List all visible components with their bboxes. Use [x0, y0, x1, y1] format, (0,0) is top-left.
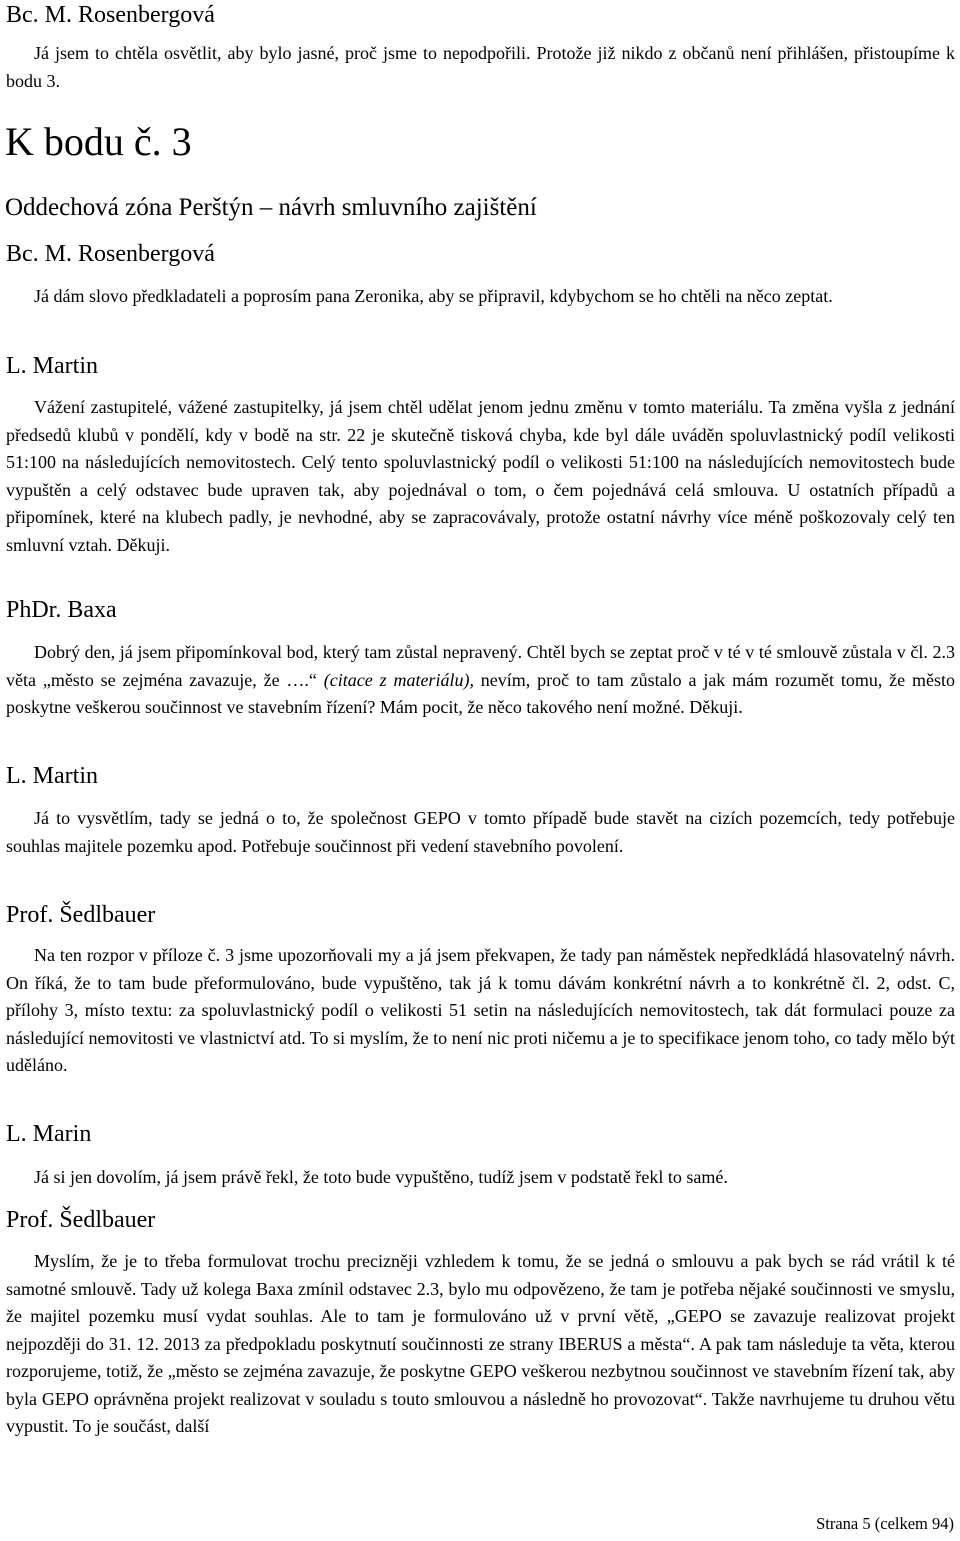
speech-text: Dobrý den, já jsem připomínkoval bod, který tam zůstal nepravený. Chtěl bych se zeptat proč v té v té smlouvě zůstala v čl. 2.3 věta „město se zejména zavazuje, že ….“ — [6, 642, 955, 690]
speaker-name: Prof. Šedlbauer — [6, 1207, 156, 1233]
speaker-name: Bc. M. Rosenbergová — [6, 2, 215, 28]
speech-paragraph: Já jsem to chtěla osvětlit, aby bylo jasné, proč jsme to nepodpořili. Protože již nikdo z občanů není přihlášen, přistoupíme k bodu 3. — [6, 43, 955, 91]
speech-paragraph: Myslím, že je to třeba formulovat trochu precizněji vzhledem k tomu, že se jedná o smlouvu a pak bych se rád vrátil k té samotné smlouvě. Tady už kolega Baxa zmínil odstavec 2.3, bylo mu odpovězeno, že tam je potřeba nějaké součinnosti ve smyslu, že majitel pozemku musí vydat souhlas. Ale to tam je formulováno už v první větě, „GEPO se zavazuje realizovat projekt nejpozději do 31. 12. 2013 za předpokladu poskytnutí součinnosti ze strany IBERUS a města“. A pak tam následuje ta věta, kterou rozporujeme, totiž, že „město se zejména zavazuje, že poskytne GEPO veškerou nezbytnou součinnost ve stavebním řízení tak, aby byla GEPO oprávněna projekt realizovat v souladu s touto smlouvou a následně ho provozovat“. Takže navrhujeme tu druhou větu vypustit. To je součást, další — [6, 1251, 955, 1436]
page-number: Strana 5 (celkem 94) — [816, 1514, 954, 1533]
agenda-item-title: Oddechová zóna Perštýn – návrh smluvního zajištění — [5, 194, 537, 221]
speech-text: , nevím, proč to tam zůstalo a jak mám rozumět tomu, že město poskytne veškerou součinnost ve stavebním řízení? Mám pocit, že něco takového není možné. Děkuji. — [6, 669, 955, 717]
speech-paragraph: Vážení zastupitelé, vážené zastupitelky, já jsem chtěl udělat jenom jednu změnu v tomto materiálu. Ta změna vyšla z jednání předsedů klubů v pondělí, kdy v bodě na str. 22 je skutečně tisková chyba, kde byl dále uváděn spoluvlastnický podíl velikosti 51:100 na následujících nemovitostech. Celý tento spoluvlastnický podíl o velikosti 51:100 na následujících nemovitostech bude vypuštěn a celý odstavec bude upraven tak, aby pojednával o tom, o čem pojednává celá smlouva. U ostatních případů a připomínek, které na klubech padly, je nevhodné, aby se zapracovávaly, protože ostatní návrhy více méně poškozovaly celý ten smluvní vztah. Děkuji. — [6, 397, 955, 555]
speaker-name: Prof. Šedlbauer — [6, 902, 156, 928]
speaker-name: L. Martin — [6, 763, 98, 789]
speech-paragraph: Já si jen dovolím, já jsem právě řekl, že toto bude vypuštěno, tudíž jsem v podstatě řekl to samé. — [34, 1167, 728, 1187]
speech-paragraph: Já dám slovo předkladateli a poprosím pana Zeronika, aby se připravil, kdybychom se ho chtěli na něco zeptat. — [34, 286, 833, 306]
speaker-name: PhDr. Baxa — [6, 597, 117, 623]
citation-note: (citace z materiálu) — [323, 669, 470, 690]
speaker-name: L. Martin — [6, 353, 98, 379]
speech-paragraph: Já to vysvětlím, tady se jedná o to, že společnost GEPO v tomto případě bude stavět na cizích pozemcích, tedy potřebuje souhlas majitele pozemku apod. Potřebuje součinnost při vedení stavebního povolení. — [6, 808, 955, 856]
speech-paragraph: Na ten rozpor v příloze č. 3 jsme upozorňovali my a já jsem překvapen, že tady pan náměstek nepředkládá hlasovatelný návrh. On říká, že to tam bude přeformulováno, bude vypuštěno, tak já k tomu dávám konkrétní návrh a to konkrétně čl. 2, odst. C, přílohy 3, místo textu: za spoluvlastnický podíl o velikosti 51 setin na následujících nemovitostech, tak dát formulaci pouze za následující nemovitosti ve vlastnictví atd. To si myslím, že to není nic proti ničemu a je to specifikace jenom toho, co tady mělo být uděláno. — [6, 945, 955, 1075]
speaker-name: L. Marin — [6, 1121, 92, 1147]
speech-paragraph — [6, 639, 955, 722]
speaker-name: Bc. M. Rosenbergová — [6, 241, 215, 267]
agenda-item-heading: K bodu č. 3 — [5, 119, 192, 164]
